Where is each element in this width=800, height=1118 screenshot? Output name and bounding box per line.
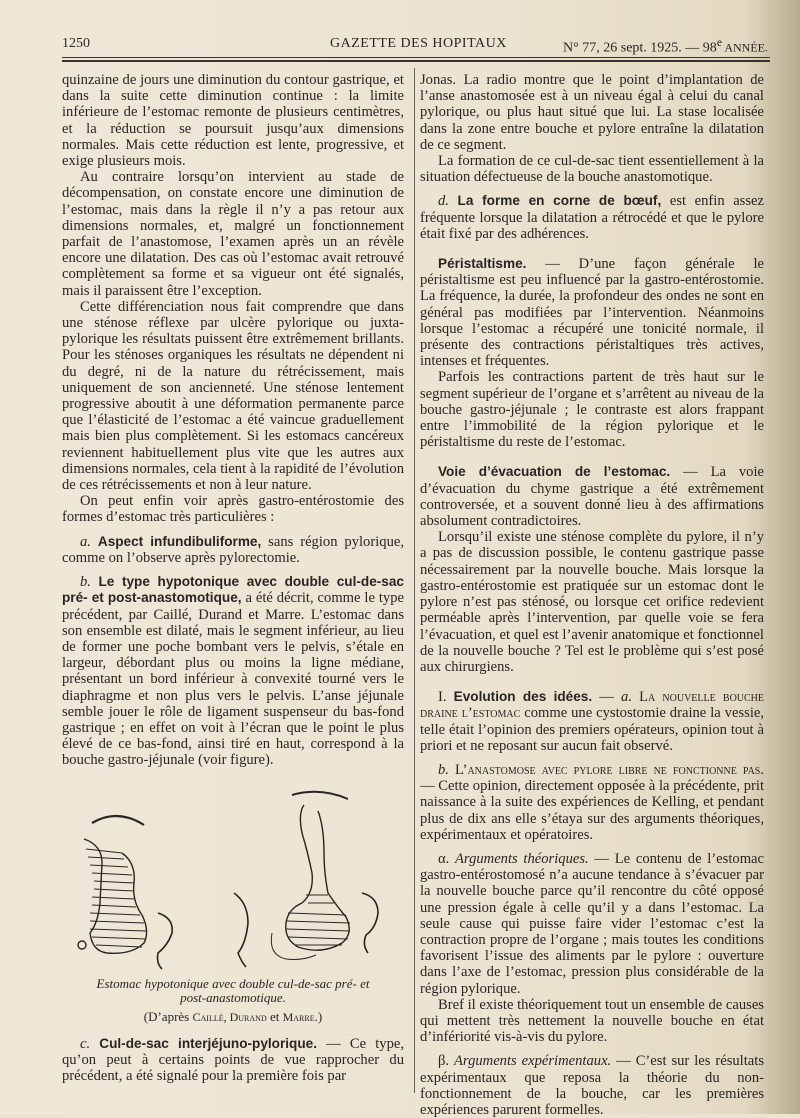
right-column [420, 72, 764, 1118]
section-heading: Evolution des idées. [453, 689, 593, 705]
item-heading: Le type hypotonique avec double cul-de-sac pré- et post-anastomotique, [62, 574, 404, 606]
section-number: I. [438, 689, 447, 706]
paragraph: Bref il existe théoriquement tout un ensemble de causes qui mettent très nettement la nouvelle bouche en état d’infériorité vis-à-vis du pylore. [420, 996, 764, 1046]
credit-last-author: Marre [282, 1010, 315, 1025]
credit-and: et [266, 1009, 283, 1025]
item-letter: b. [80, 574, 91, 591]
section-text: — La voie d’évacuation du chyme gastrique a été extrêmement controversée, et a souvent donné lieu à des affirmations absolument contradictoires. [420, 464, 765, 530]
item-b [62, 574, 404, 768]
subheading: La nouvelle bouche draine l’estomac [420, 689, 765, 722]
section-heading: Péristaltisme. [438, 256, 527, 272]
paragraph: Cette différenciation nous fait comprendre que dans une sténose réflexe par ulcère pylorique ou juxta-pylorique les résultats puissent être extrêmement brillants. Pour les sténoses organiques les résultats ne dépendent ni du degré, ni de la nature du rétrécissement, mais uniquement de son ancienneté. Une sténose lentement progressive aboutit à une déformation permanente parce que l’élasticité de l’estomac a été vaincue graduellement mais bien plus complètement. Si les estomacs cancéreux reviennent habituellement plus vite que les autres aux dimensions normales, cela tient à la rapidité de l’évolution de ces rétrécissements et non à leur nature. [62, 298, 404, 494]
section-peristaltisme [420, 256, 764, 369]
credit-prefix: (D’après [143, 1009, 193, 1025]
subheading: Arguments expérimentaux. [449, 1053, 612, 1070]
section-heading: Voie d’évacuation de l’estomac. [438, 464, 671, 480]
item-text: — Ce type, qu’on peut à certains points de vue rapprocher du précédent, a été signalé pour la première fois par [62, 1035, 404, 1084]
heading-dash: — [592, 689, 622, 706]
item-text: — C’est sur les résultats expérimentaux que reposa la théorie du non-fonctionnement de la bouche, car les premières expériences parurent formelles. [420, 1053, 765, 1118]
paragraph: quinzaine de jours une diminution du contour gastrique, et dans la suite cette diminution continue : la limite inférieure de l’estomac remonte de plusieurs centimètres, et la réduction se poursuit jusqu’aux dimensions normales. Mais cette réduction est lente, progressive, et exige plusieurs mois. [62, 72, 404, 170]
section-evolution [420, 689, 764, 754]
figure-credit [62, 1009, 404, 1025]
credit-authors: Caillé, Durand [192, 1010, 267, 1025]
subheading: Arguments théoriques. [449, 850, 589, 867]
stomach-figure [62, 783, 404, 973]
item-heading: La forme en corne de bœuf, [457, 193, 662, 209]
section-text: comme une cystostomie draine la vessie, telle était l’opinion des premiers opérateurs, opinion tout à priori et ne reposant sur aucun fait observé. [420, 705, 764, 754]
paragraph: Lorsqu’il existe une sténose complète du pylore, il n’y a pas de discussion possible, le contenu gastrique passe nécessairement par la nouvelle bouche. Mais lorsque la gastro-entérostomie est pratiquée sur un estomac dont le pylore n’est pas sténosé, ou lorsque cet orifice redevient perméable après l’intervention, par quelle voie se fera l’évacuation, et quel est l’avenir anatomique et fonctionnel de la nouvelle bouche ? Tel est le problème qui s’est posé aux chirurgiens. [420, 529, 764, 675]
item-alpha [420, 851, 764, 997]
stomach-illustration [62, 783, 404, 973]
item-text: — Cette opinion, directement opposée à la précédente, prit naissance à la suite des expériences de Kelling, et pendant plus de dix ans elle s’étaya sur des arguments théoriques, expérimentaux et opératoires. [420, 778, 764, 843]
figure-caption: Estomac hypotonique avec double cul-de-sac pré- et post-anastomotique. [96, 975, 370, 1005]
column-divider [414, 68, 415, 1093]
item-beta [420, 1053, 764, 1118]
item-letter: c. [80, 1035, 91, 1052]
item-heading: Aspect infundibuliforme, [97, 533, 262, 549]
page-header [62, 36, 768, 56]
item-d [420, 193, 764, 242]
journal-title: GAZETTE DES HOPITAUX [330, 36, 507, 51]
left-column [62, 72, 404, 1084]
subheading: L’anastomose avec pylore libre ne fonctionne pas. [448, 761, 764, 778]
item-text: a été décrit, comme le type précédent, par Caillé, Durand et Marre. L’estomac dans son ensemble est dilaté, mais le segment inférieur, au lieu de former une poche bombant vers le pelvis, s’étale en largeur, débordant plus ou moins la ligne médiane, présentant un bord inférieur à convexité tourné vers le diaphragme et non plus vers le pelvis. L’anse jéjunale semble jouer le rôle de ligament suspenseur du bas-fond gastrique ; en effet on voit à l’écran que le point le plus élevé de ce bas-fond, ainsi tiré en haut, correspond à la bouche gastro-jéjunale (voir figure). [62, 590, 404, 769]
section-text: — D’une façon générale le péristaltisme est peu influencé par la gastro-entérostomie. La fréquence, la durée, la profondeur des ondes ne sont en général pas modifiées par l’intervention. Néanmoins lorsque l’estomac a récupéré une tonicité normale, il présente des contractions péristaltiques très actives, intenses et fréquentes. [420, 256, 764, 370]
item-letter: a. [80, 533, 91, 550]
page-number: 1250 [62, 36, 90, 51]
item-text: — Le contenu de l’estomac gastro-entérostomosé n’a aucune tendance à s’évacuer par la nouvelle bouche parce qu’il rencontre du côté opposé une pression égale à celle qu’il y a dans l’estomac. La seule cause qui puisse faire vider l’estomac c’est la contraction propre de l’organe ; mais toutes les conditions favorisent l’issue des aliments par le pylore : ouverture dans l’axe de l’estomac, pression plus considérable de la région pylorique. [420, 850, 764, 997]
item-letter: d. [438, 193, 449, 210]
credit-suffix: .) [314, 1009, 323, 1025]
item-anastomose [420, 762, 764, 843]
issue-number-date: N° 77, 26 sept. 1925. — 98 [563, 40, 717, 56]
section-voie-evacuation [420, 464, 764, 529]
paragraph: Au contraire lorsqu’on intervient au stade de décompensation, on constate encore une diminution de l’estomac, mais dans la règle il n’y a pas retour aux dimensions normales, et, malgré un fonctionnement parfait de l’anastomose, l’examen après un an révèle encore une dilatation. Des cas où l’estomac avait retrouvé complètement sa forme et sa vigueur ont été signalés, mais il paraissent être l’exception. [62, 169, 404, 299]
item-text: sans région pylorique, comme on l’observe après pylorectomie. [62, 533, 404, 566]
item-letter: b. [438, 761, 449, 778]
paragraph: Parfois les contractions partent de très haut sur le segment supérieur de l’organe et s’arrêtent au niveau de la bouche gastro-jéjunale ; le contraste est alors frappant entre l’immobilité de la région pylorique et le péristaltisme du reste de l’estomac. [420, 369, 764, 451]
header-rule-thick [62, 60, 770, 62]
header-rule [62, 57, 770, 58]
issue-ordinal: e [716, 36, 722, 49]
item-letter: β. [438, 1053, 450, 1070]
paragraph: La formation de ce cul-de-sac tient essentiellement à la situation défectueuse de la bouche anastomotique. [420, 153, 764, 186]
item-text: est enfin assez fréquente lorsque la dilatation a rétrocédé et que le pylore était fixé par des adhérences. [420, 193, 764, 242]
item-letter: a. [621, 689, 632, 706]
item-heading: Cul-de-sac interjéjuno-pylorique. [99, 1035, 318, 1051]
issue-year-label: ANNÉE. [722, 40, 768, 55]
item-c [62, 1036, 404, 1085]
item-letter: α. [438, 850, 450, 867]
item-a [62, 534, 404, 566]
paragraph: On peut enfin voir après gastro-entérostomie des formes d’estomac très particulières : [62, 493, 404, 526]
issue-info [563, 36, 768, 57]
paragraph: Jonas. La radio montre que le point d’implantation de l’anse anastomosée est à un niveau égal à celui du canal pylorique, ou plus haut situé que lui. La stase localisée dans la zone entre bouche et pylore entraîne la dilatation de ce segment. [420, 72, 764, 153]
